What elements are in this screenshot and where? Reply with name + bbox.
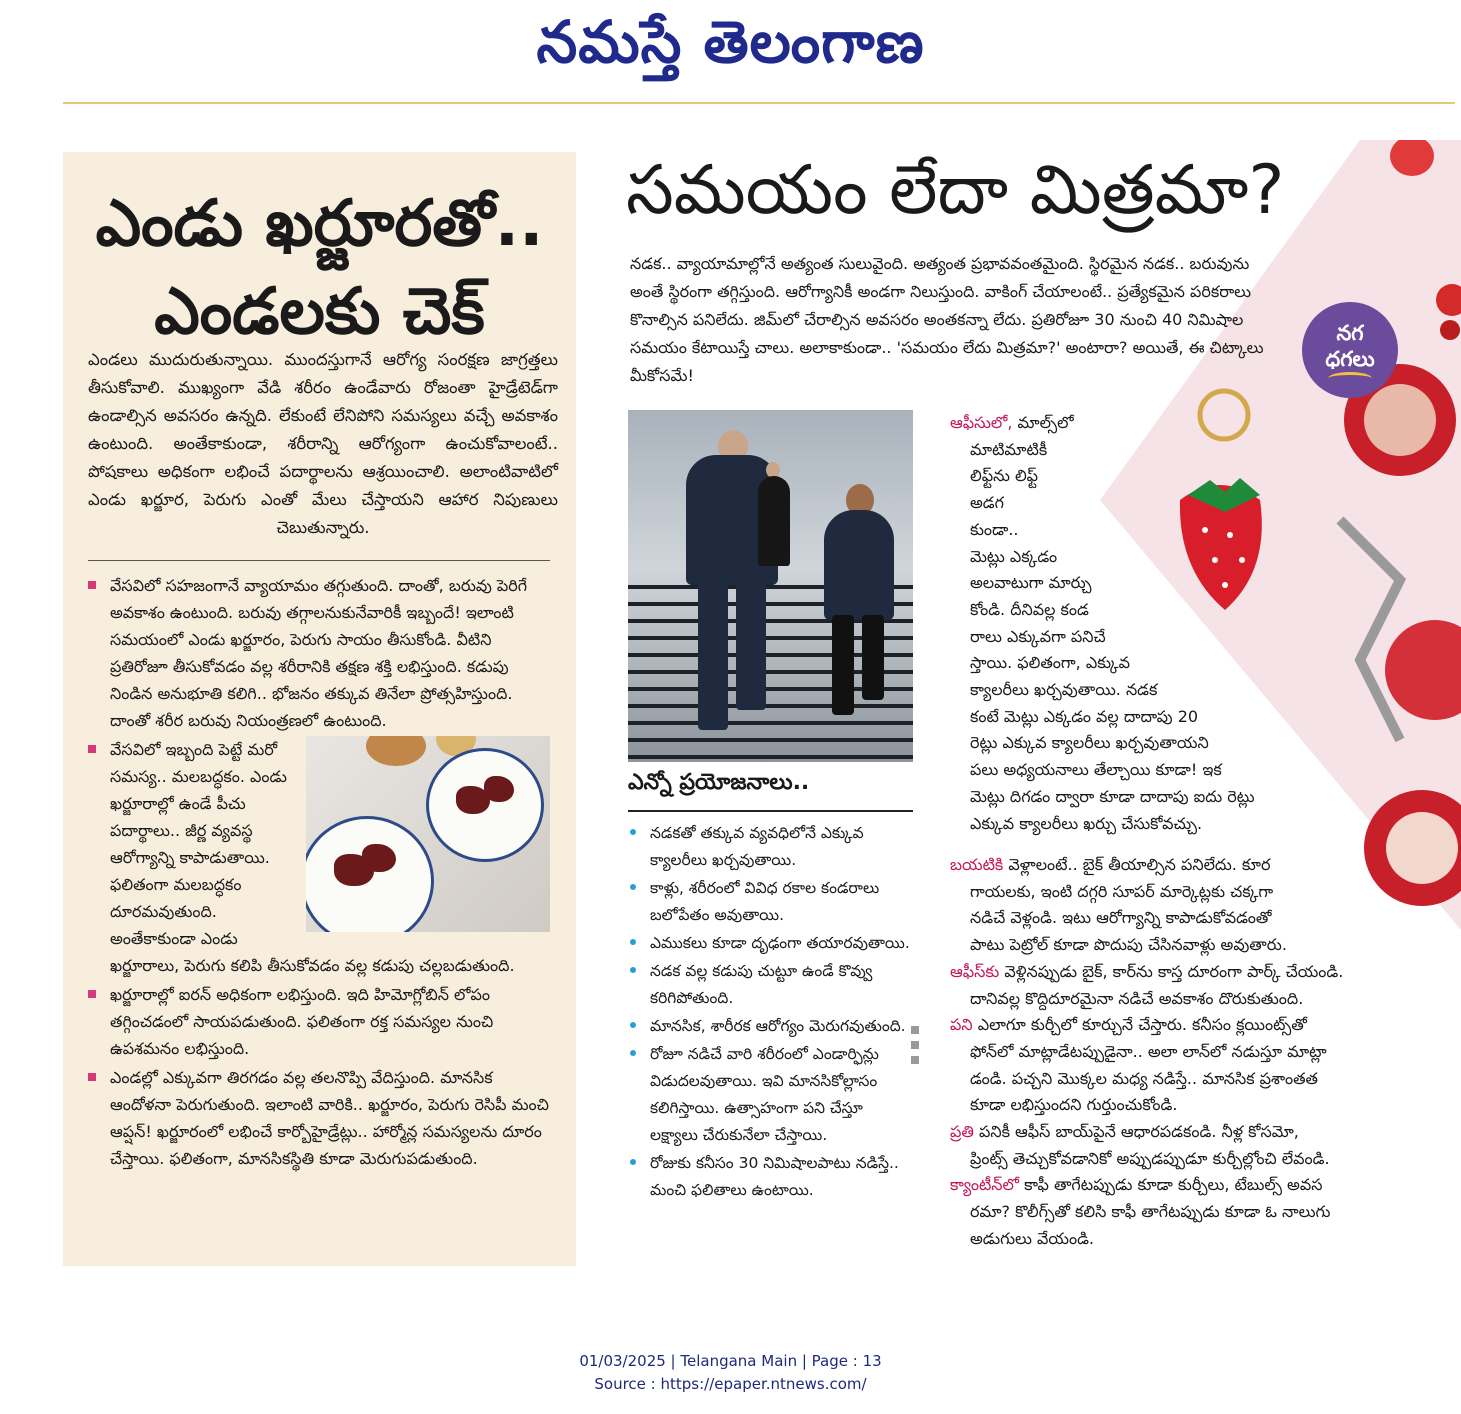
bullet-marker-icon <box>88 745 96 753</box>
tip-text: కాఫీ తాగేటప్పుడు కూడా కుర్చీలు, టేబుల్స్ అవస <box>1019 1175 1323 1195</box>
tip-text: ప్రింట్స్ తెచ్చుకోవడానికో అప్పుడప్పుడూ కుర్చీల్లోంచి లేవండి. <box>970 1148 1330 1168</box>
left-article-bullets <box>88 572 550 1174</box>
tip-line <box>950 730 1280 757</box>
tip-text: కుండా.. <box>970 519 1019 539</box>
benefits-divider <box>628 810 913 812</box>
tip-line <box>950 437 1280 464</box>
tip-line <box>950 1039 1410 1066</box>
tip-line <box>950 852 1410 879</box>
tip-text: వెళ్లినప్పుడు బైక్, కార్‌ను కాస్త దూరంగా పార్క్ చేయండి. <box>999 961 1344 981</box>
tip-line <box>950 811 1280 838</box>
masthead-divider <box>63 102 1455 104</box>
tip-line <box>950 757 1280 784</box>
tip-keyword: ప్రతి <box>950 1122 974 1142</box>
tip-line <box>950 1119 1410 1146</box>
benefit-text: నడకతో తక్కువ వ్యవధిలోనే ఎక్కువ క్యాలరీలు ఖర్చవుతాయి. <box>650 824 864 869</box>
left-article-divider <box>88 560 550 561</box>
list-item <box>88 572 550 734</box>
tip-text: మాల్స్‌లో <box>1012 413 1074 432</box>
benefit-text: నడక వల్ల కడుపు చుట్టూ ఉండే కొవ్వు కరిగిపోతుంది. <box>650 962 873 1007</box>
list-item <box>628 820 913 874</box>
right-article-title: సమయం లేదా మిత్రమా? <box>626 151 1285 230</box>
left-article-title <box>63 180 576 356</box>
badge-line2: ధగలు <box>1325 347 1375 371</box>
tip-line <box>950 1146 1410 1173</box>
tips-narrow-column <box>950 410 1280 837</box>
benefit-text: రోజుకు కనీసం 30 నిమిషాలపాటు నడిస్తే.. మంచి ఫలితాలు ఉంటాయి. <box>650 1154 899 1199</box>
benefit-text: రోజూ నడిచే వారి శరీరంలో ఎండార్ఫిన్లు విడుదలవుతాయి. ఇవి మానసికోల్లాసం కలిగిస్తాయి. ఉత్సాహంగా పని చేస్తూ లక్ష్యాలు చేరుకునేలా చేస్తాయి. <box>650 1045 879 1144</box>
list-item <box>628 930 913 957</box>
list-item <box>88 736 550 979</box>
list-item <box>88 981 550 1062</box>
tips-bottom-column <box>950 852 1410 1253</box>
bullet-marker-icon <box>88 581 96 589</box>
tip-line <box>950 1092 1410 1119</box>
tip-text: దానివల్ల కొద్దిదూరమైనా నడిచే అవకాశం దొరుకుతుంది. <box>970 988 1304 1008</box>
tip-text: మెట్లు దిగడం ద్వారా కూడా దాదాపు ఐదు రెట్లు <box>970 786 1255 806</box>
tip-text: రెట్లు ఎక్కువ క్యాలరీలు ఖర్చవుతాయని <box>970 733 1209 753</box>
walking-stairs-photo <box>628 410 913 762</box>
list-item <box>628 1041 913 1149</box>
bullet-marker-icon <box>630 884 636 890</box>
left-article-intro: ఎండలు ముదురుతున్నాయి. ముందస్తుగానే ఆరోగ్య సంరక్షణ జాగ్రత్తలు తీసుకోవాలి. ముఖ్యంగా వేడి శరీరం ఉండేవారు రోజంతా హైడ్రేటెడ్‌గా ఉండాల్సిన అవసరం ఉన్నది. లేకుంటే లేనిపోని సమస్యలు వచ్చే అవకాశం ఉంటుంది. అంతేకాకుండా, శరీరాన్ని ఆరోగ్యంగా ఉంచుకోవాలంటే.. పోషకాలు అధికంగా లభించే పదార్థాలను ఆశ్రయించాలి. అలాంటివాటిలో ఎండు ఖర్జూర, పెరుగు ఎంతో మేలు చేస్తాయని ఆహార నిపుణులు చెబుతున్నారు. <box>88 350 558 537</box>
tip-text: ఎలాగూ కుర్చీలో కూర్చునే చేస్తారు. కనీసం క్లయింట్స్‌తో <box>972 1015 1307 1035</box>
tip-text: మెట్లు ఎక్కడం <box>970 546 1058 566</box>
tip-keyword: ఆఫీస్‌కు <box>950 961 1000 981</box>
tip-text: కోండి. దీనివల్ల కండ <box>970 599 1089 619</box>
tip-text: మాటిమాటికీ <box>970 439 1048 459</box>
tip-text: లిఫ్ట్‌ను లిఫ్ట్ <box>970 466 1039 486</box>
benefit-text: మానసిక, శారీరక ఆరోగ్యం మెరుగవుతుంది. <box>650 1017 906 1035</box>
bullet-marker-icon <box>630 829 636 835</box>
tip-line <box>950 1172 1410 1199</box>
tip-text: రాలు ఎక్కువగా పనిచే <box>970 626 1106 646</box>
tip-line <box>950 650 1280 677</box>
column-separator-marks <box>911 1026 919 1071</box>
footer-date-page: 01/03/2025 | Telangana Main | Page : 13 <box>579 1352 882 1370</box>
benefit-text: ఎముకలు కూడా దృఢంగా తయారవుతాయి. <box>650 934 910 952</box>
page-footer <box>0 1350 1461 1396</box>
tip-text: కంటే మెట్లు ఎక్కడం వల్ల దాదాపు 20 <box>970 706 1199 726</box>
tip-text: పాటు పెట్రోల్ కూడా పొదుపు చేసినవాళ్లు అవుతారు. <box>970 935 1287 955</box>
benefits-heading: ఎన్నో ప్రయోజనాలు.. <box>628 770 810 795</box>
tip-line <box>950 517 1280 544</box>
bullet-marker-icon <box>630 1159 636 1165</box>
tip-text: పనికీ ఆఫీస్ బాయ్‌పైనే ఆధారపడకండి. నీళ్ల కోసమో, <box>973 1122 1299 1142</box>
benefits-list <box>628 820 913 1205</box>
tip-text: ఫోన్‌లో మాట్లాడేటప్పుడైనా.. అలా లాన్‌లో నడుస్తూ మాట్లా <box>970 1041 1327 1061</box>
bullet-text: వేసవిలో సహజంగానే వ్యాయామం తగ్గుతుంది. దాంతో, బరువు పెరిగే అవకాశం ఉంటుంది. బరువు తగ్గాలనుకునేవారికీ ఇబ్బందే! ఇలాంటి సమయంలో ఎండు ఖర్జూరం, పెరుగు సాయం తీసుకోండి. వీటిని ప్రతిరోజూ తీసుకోవడం వల్ల శరీరానికి తక్షణ శక్తి లభిస్తుంది. కడుపు నిండిన అనుభూతి కలిగి.. భోజనం తక్కువ తినేలా ప్రోత్సహిస్తుంది. దాంతో శరీర బరువు నియంత్రణలో ఉంటుంది. <box>110 576 528 730</box>
tip-text: అడుగులు వేయండి. <box>970 1228 1094 1248</box>
tip-line <box>950 784 1280 811</box>
bullet-marker-icon <box>630 939 636 945</box>
tip-line <box>950 677 1280 704</box>
tip-line <box>950 463 1280 490</box>
dates-yogurt-photo <box>306 736 550 932</box>
tip-text: గాయలకు, ఇంటి దగ్గరి సూపర్ మార్కెట్లకు చక్కగా <box>970 881 1274 901</box>
tip-line <box>950 624 1280 651</box>
tip-keyword: ఆఫీసులో, <box>950 413 1013 432</box>
tip-text: అడగ <box>970 493 1004 513</box>
bullet-text: ఎండల్లో ఎక్కువగా తిరగడం వల్ల తలనొప్పి వేదిస్తుంది. మానసిక ఆందోళనా పెరుగుతుంది. ఇలాంటి వారికి.. ఖర్జూరం, పెరుగు రెసిపీ మంచి ఆప్షన్! ఖర్జూరంలో లభించే కార్బోహైడ్రేట్లు.. హార్మోన్ల సమస్యలను దూరం చేస్తాయి. ఫలితంగా, మానసికస్థితి కూడా మెరుగుపడుతుంది. <box>110 1068 549 1168</box>
footer-source: Source : https://epaper.ntnews.com/ <box>594 1375 867 1393</box>
tip-line <box>950 704 1280 731</box>
tip-text: వెళ్లాలంటే.. బైక్ తీయాల్సిన పనిలేదు. కూర <box>1003 855 1271 874</box>
right-article-intro: నడక.. వ్యాయామాల్లోనే అత్యంత సులువైంది. అత్యంత ప్రభావవంతమైంది. స్థిరమైన నడక.. బరువును అంతే స్థిరంగా తగ్గిస్తుంది. ఆరోగ్యానికీ అండగా నిలుస్తుంది. వాకింగ్ చేయాలంటే.. ప్రత్యేకమైన పరికరాలు కొనాల్సిన పనిలేదు. జిమ్‌లో చేరాల్సిన అవసరం అంతకన్నా లేదు. ప్రతిరోజూ 30 నుంచి 40 నిమిషాల సమయం కేటాయిస్తే చాలు. అలాకాకుండా.. 'సమయం లేదు మిత్రమా?' అంటారా? అయితే, ఈ చిట్కాలు మీకోసమే! <box>630 254 1264 385</box>
badge-line1: నగ <box>1336 321 1364 345</box>
tip-text: ఎక్కువ క్యాలరీలు ఖర్చు చేసుకోవచ్చు. <box>970 813 1203 833</box>
tip-line <box>950 490 1280 517</box>
tip-text: పలు అధ్యయనాలు తేల్చాయి కూడా! ఇక <box>970 760 1222 780</box>
list-item <box>628 1150 913 1204</box>
bullet-marker-icon <box>630 1050 636 1056</box>
tip-line <box>950 1012 1410 1039</box>
tip-line <box>950 932 1410 959</box>
left-title-line1: ఎండు ఖర్జూరతో.. <box>95 187 544 261</box>
list-item <box>628 1013 913 1040</box>
tip-line <box>950 959 1410 986</box>
benefit-text: కాళ్లు, శరీరంలో వివిధ రకాల కండరాలు బలోపేతం అవుతాయి. <box>650 879 880 924</box>
tip-line <box>950 597 1280 624</box>
tip-line <box>950 410 1280 437</box>
masthead-logo: నమస్తే తెలంగాణ <box>536 8 925 76</box>
tip-text: డండి. పచ్చని మొక్కల మధ్య నడిస్తే.. మానసిక ప్రశాంతత <box>970 1068 1318 1088</box>
tip-line <box>950 544 1280 571</box>
tip-line <box>950 1199 1410 1226</box>
tip-text: క్యాలరీలు ఖర్చవుతాయి. నడక <box>970 680 1158 700</box>
tip-text: నడిచే వెళ్లండి. ఇటు ఆరోగ్యాన్ని కాపాడుకోవడంతో <box>970 908 1272 928</box>
tip-line <box>950 1066 1410 1093</box>
tip-line <box>950 879 1410 906</box>
tip-keyword: క్యాంటీన్‌లో <box>950 1175 1020 1195</box>
tip-keyword: బయటికి <box>950 855 1004 874</box>
bullet-marker-icon <box>630 1022 636 1028</box>
bullet-marker-icon <box>630 967 636 973</box>
bullet-marker-icon <box>88 990 96 998</box>
tip-text: అలవాటుగా మార్చు <box>970 573 1092 593</box>
bullet-text: ఖర్జూరాల్లో ఐరన్ అధికంగా లభిస్తుంది. ఇది హిమోగ్లోబిన్ లోపం తగ్గించడంలో సాయపడుతుంది. ఫలితంగా రక్త సమస్యల నుంచి ఉపశమనం లభిస్తుంది. <box>110 985 494 1058</box>
list-item <box>628 958 913 1012</box>
tip-line <box>950 570 1280 597</box>
tip-line <box>950 905 1410 932</box>
tip-keyword: పని <box>950 1015 973 1035</box>
tip-line <box>950 1226 1410 1253</box>
list-item <box>628 875 913 929</box>
tip-text: స్తాయి. ఫలితంగా, ఎక్కువ <box>970 653 1130 673</box>
tip-text: కూడా లభిస్తుందని గుర్తుంచుకోండి. <box>970 1095 1178 1115</box>
bullet-text: వేసవిలో ఇబ్బంది పెట్టే మరో సమస్య.. మలబద్ధకం. ఎండు ఖర్జూరాల్లో ఉండే పీచు పదార్థాలు.. జీర్ణ వ్యవస్థ ఆరోగ్యాన్ని కాపాడుతాయి. ఫలితంగా మలబద్ధకం దూరమవుతుంది. అంతేకాకుండా ఎండు ఖర్జూరాలు, పెరుగు కలిపి తీసుకోవడం వల్ల కడుపు చల్లబడుతుంది. <box>110 740 515 975</box>
badge-wave-icon <box>1328 372 1372 385</box>
tip-text: రమా? కొలీగ్స్‌తో కలిసి కాఫీ తాగేటప్పుడు కూడా ఓ నాలుగు <box>970 1202 1331 1222</box>
left-title-line2: ఎండలకు చెక్ <box>154 275 485 349</box>
tip-line <box>950 986 1410 1013</box>
list-item <box>88 1064 550 1172</box>
bullet-marker-icon <box>88 1073 96 1081</box>
